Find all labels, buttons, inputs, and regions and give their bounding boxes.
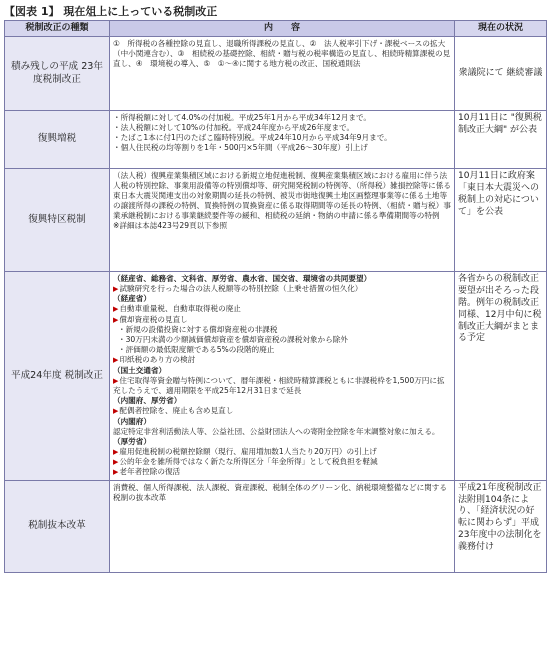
reform-item: ▶ 住宅取得等資金贈与特例について、暦年課税・相続時精算課税ともに非課税枠を1,500万円に拡充したうえで、適用期限を平成25年12月31日まで延長 xyxy=(113,376,451,396)
ministry-heading: （内閣府） xyxy=(113,416,151,426)
status-cell: 衆議院にて 継続審議 xyxy=(455,37,547,111)
table-row xyxy=(5,169,547,272)
content-note: ※詳細は本誌423号29頁以下参照 xyxy=(113,221,228,231)
content-line: （法人税）復興産業集積区域における新規立地促進税制、復興産業集積区域における雇用に伴う法人税の特別控除、事業用設備等の特別償却等、研究開発税制の特例等、（所得税）雑損控除等に係る東日本大震災関連支出の対象期間の延長の特例、被災市街地復興土地区画整理事業等に係る土地等の譲渡所得の課税の特例、買換特例の買換資産に係る取得期間等の延長の特例、（相続・贈与税）事業承継税制における事業継続要件等の緩和、相続税の延納・物納の申請に係る準備期間等の特例 xyxy=(113,171,451,221)
content-line: ・たばこ1本に付1円のたばこ臨時特別税。平成24年10月から平成34年9月まで。 xyxy=(113,133,392,143)
table-header-row xyxy=(5,21,547,37)
content-cell xyxy=(110,37,455,111)
reform-subitem: ・30万円未満の少額減価償却資産を償却資産税の課税対象から除外 xyxy=(118,335,348,345)
reform-item: 認定特定非営利活動法人等、公益社団、公益財団法人への寄附金控除を年末調整対象に加える。 xyxy=(113,426,440,436)
reform-item: ▶ 試験研究を行った場合の法人税額等の特別控除（上乗せ措置の恒久化） xyxy=(113,284,451,294)
content-line: ・所得税額に対して4.0%の付加税。平成25年1月から平成34年12月まで。 xyxy=(113,113,371,122)
category-cell: 復興特区税制 xyxy=(5,169,110,272)
reform-item: ▶ 自動車重量税、自動車取得税の廃止 xyxy=(113,304,451,314)
table-row xyxy=(5,37,547,111)
reform-item: ▶ 老年者控除の復活 xyxy=(113,467,451,477)
reform-subitem: ・新規の設備投資に対する償却資産税の非課税 xyxy=(118,325,278,335)
reform-item: ▶ 配偶者控除を、廃止も含め見直し xyxy=(113,406,451,416)
status-cell: 10月11日に政府案「東日本大震災への税制上の対応について」を公表 xyxy=(455,169,547,272)
header-status: 現在の状況 xyxy=(455,21,547,37)
ministry-heading: （国土交通省） xyxy=(113,365,167,375)
reform-item: ▶ 雇用促進税制の税額控除額（現行、雇用増加数1人当たり20万円）の引上げ xyxy=(113,447,451,457)
category-cell: 積み残しの平成 23年度税制改正 xyxy=(5,37,110,111)
reform-subitem: ・評価額の最低限度額である5%の段階的廃止 xyxy=(118,345,275,355)
status-cell: 平成21年度税制改正法附則104条により、「経済状況の好転に関わらず」平成23年度中の法制化を義務付け xyxy=(455,480,547,572)
header-content: 内 容 xyxy=(110,21,455,37)
ministry-heading: （経産省） xyxy=(113,294,151,304)
ministry-heading: （経産省、総務省、文科省、厚労省、農水省、国交省、環境省の共同要望） xyxy=(113,274,372,283)
content-cell xyxy=(110,169,455,272)
reform-item: ▶ 印紙税のあり方の検討 xyxy=(113,355,451,365)
content-cell xyxy=(110,480,455,572)
table-row xyxy=(5,272,547,481)
ministry-heading: （内閣府、厚労省） xyxy=(113,396,182,406)
category-cell: 復興増税 xyxy=(5,111,110,169)
content-line: ① 所得税の各種控除の見直し、退職所得課税の見直し、② 法人税率引下げ・課税ベースの拡大（中小関連含む）、③ 相続税の基礎控除、相続・贈与税の税率構造の見直し、相続時精算課税の見直し、④ 環境税の導入、⑤ ①〜④に関する地方税の改正、国税通則法 xyxy=(113,39,451,69)
content-line: ・法人税額に対して10%の付加税。平成24年度から平成26年度まで。 xyxy=(113,123,355,133)
ministry-heading: （厚労省） xyxy=(113,436,151,446)
reform-item: ▶ 償却資産税の見直し xyxy=(113,315,451,325)
content-cell xyxy=(110,272,455,481)
figure-title: 【図表 1】 現在俎上に上っている税制改正 xyxy=(4,5,218,18)
table-row xyxy=(5,111,547,169)
status-cell: 各省からの税制改正要望が出そろった段階。例年の税制改正同様、12月中旬に税制改正大綱がまとまる予定 xyxy=(455,272,547,481)
reform-item: ▶ 公的年金を雑所得ではなく新たな所得区分「年金所得」として税負担を軽減 xyxy=(113,457,451,467)
tax-reform-table xyxy=(4,20,547,573)
category-cell: 税制抜本改革 xyxy=(5,480,110,572)
content-line: 消費税、個人所得課税、法人課税、資産課税、税制全体のグリーン化、納税環境整備などに関する税制の抜本改革 xyxy=(113,482,447,502)
content-line: ・個人住民税の均等割りを1年・500円×5年間（平成26〜30年度）引上げ xyxy=(113,143,368,153)
content-cell xyxy=(110,111,455,169)
table-row xyxy=(5,480,547,572)
header-category: 税制改正の種類 xyxy=(5,21,110,37)
category-cell: 平成24年度 税制改正 xyxy=(5,272,110,481)
status-cell: 10月11日に "復興税制改正大綱" が公表 xyxy=(455,111,547,169)
